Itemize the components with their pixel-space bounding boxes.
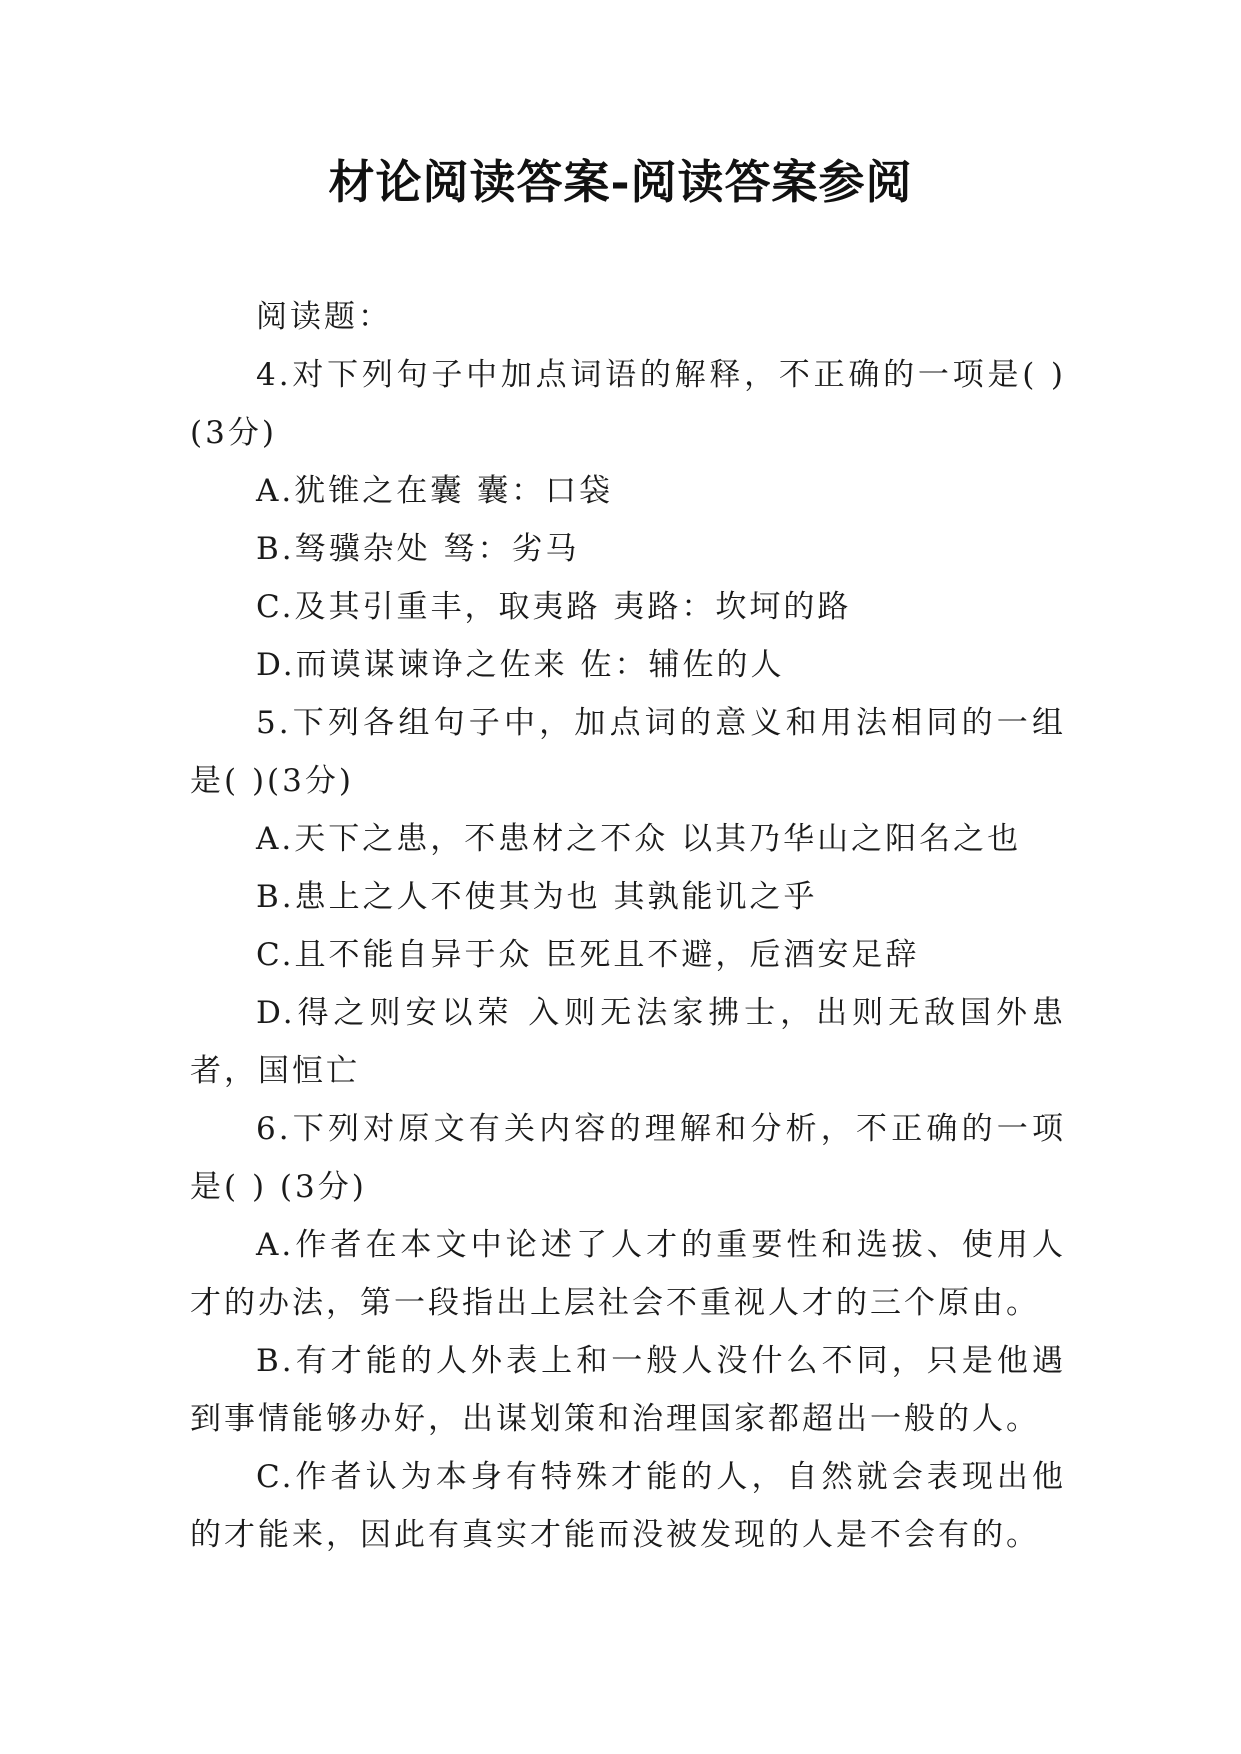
document-title: 材论阅读答案-阅读答案参阅 [328,155,913,209]
paragraph-reading-questions-heading: 阅读题： [256,299,392,335]
paragraph-q4-option-c: C.及其引重丰，取夷路 夷路：坎坷的路 [256,589,852,625]
paragraph-q5-option-d: D.得之则安以荣 入则无法家拂士，出则无敌国外患者，国恒亡 [190,995,1066,1089]
paragraph-q5-option-b: B.患上之人不使其为也 其孰能讥之乎 [256,879,818,915]
document-body [190,288,1066,1564]
paragraph-q5-option-a: A.天下之患，不患材之不众 以其乃华山之阳名之也 [256,821,1022,857]
paragraph-question-6: 6.下列对原文有关内容的理解和分析，不正确的一项是( ) (3分) [190,1111,1066,1205]
paragraph-q4-option-d: D.而谟谋谏诤之佐来 佐：辅佐的人 [256,647,785,683]
paragraph-q4-option-a: A.犹锥之在囊 囊：口袋 [256,473,614,509]
paragraph-q6-option-a: A.作者在本文中论述了人才的重要性和选拔、使用人才的办法，第一段指出上层社会不重视人才的三个原由。 [190,1227,1066,1321]
paragraph-q6-option-b: B.有才能的人外表上和一般人没什么不同，只是他遇到事情能够办好，出谋划策和治理国家都超出一般的人。 [190,1343,1066,1437]
paragraph-question-5: 5.下列各组句子中，加点词的意义和用法相同的一组是( )(3分) [190,705,1066,799]
paragraph-question-4: 4.对下列句子中加点词语的解释，不正确的一项是( )(3分) [190,357,1066,451]
paragraph-q6-option-c: C.作者认为本身有特殊才能的人，自然就会表现出他的才能来，因此有真实才能而没被发现的人是不会有的。 [190,1459,1066,1553]
paragraph-q5-option-c: C.且不能自异于众 臣死且不避，卮酒安足辞 [256,937,920,973]
paragraph-q4-option-b: B.驽骥杂处 驽：劣马 [256,531,580,567]
